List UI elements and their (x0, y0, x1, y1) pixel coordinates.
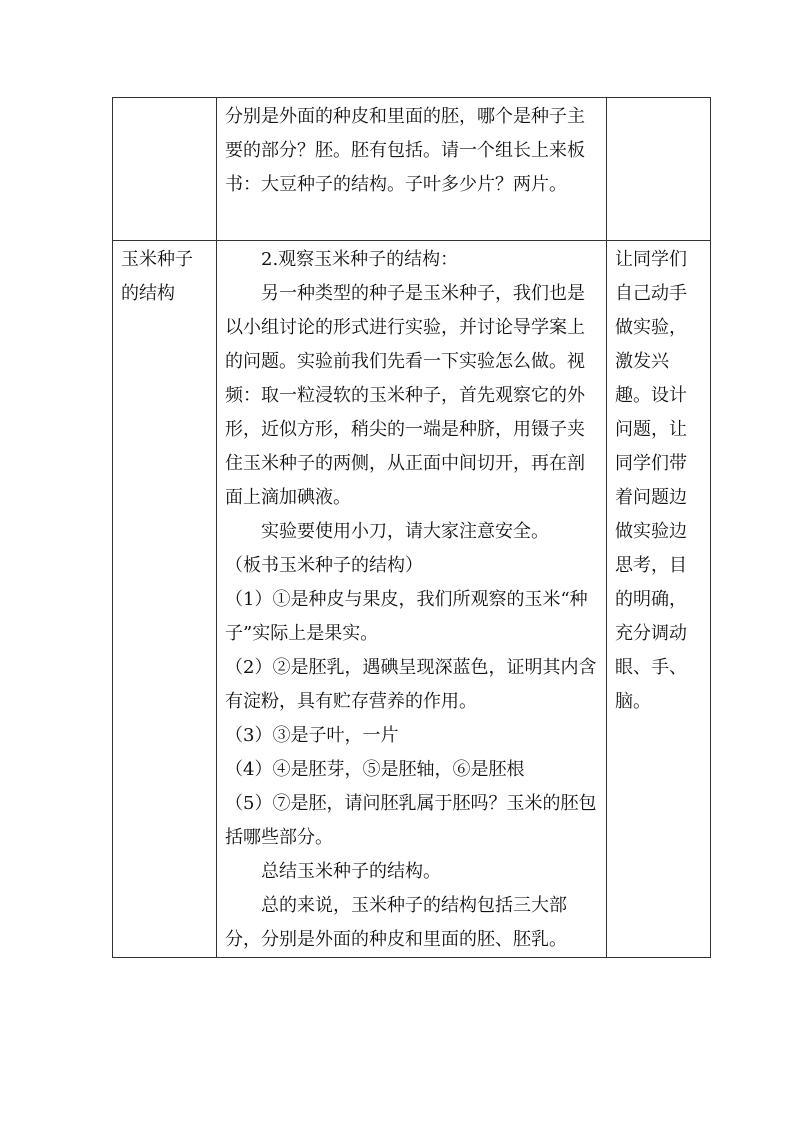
topic-cell (113, 98, 217, 241)
content-paragraph: 实验要使用小刀，请大家注意安全。 (261, 521, 549, 542)
content-paragraph: 另一种类型的种子是玉米种子，我们也是以小组讨论的形式进行实验，并讨论导学案上的问题。实验前我们先看一下实验怎么做。视频：取一粒浸软的玉米种子，首先观察它的外形，近似方形，稍尖的一端是种脐，用镊子夹住玉米种子的两侧，从正面中间切开，再在剖面上滴加碘液。 (225, 283, 585, 508)
content-paragraph: （2）②是胚乳，遇碘呈现深蓝色，证明其内含有淀粉，具有贮存营养的作用。 (225, 657, 597, 712)
content-cell (217, 98, 607, 241)
lesson-plan-table (112, 97, 711, 958)
note-cell (607, 241, 711, 958)
content-paragraph: （板书玉米种子的结构） (225, 555, 423, 576)
topic-cell (113, 241, 217, 958)
content-paragraph: （4）④是胚芽，⑤是胚轴，⑥是胚根 (225, 759, 525, 780)
note-text: 让同学们自己动手做实验，激发兴趣。设计问题，让同学们带着问题边做实验边思考，目的明确，充分调动眼、手、脑。 (615, 249, 687, 712)
content-paragraph: （1）①是种皮与果皮，我们所观察的玉米“种子”实际上是果实。 (225, 589, 588, 644)
table-row (113, 241, 711, 958)
note-cell (607, 98, 711, 241)
table-row (113, 98, 711, 241)
topic-text: 玉米种子的结构 (121, 249, 193, 304)
content-paragraph: 总结玉米种子的结构。 (261, 861, 441, 882)
content-cell (217, 241, 607, 958)
content-paragraph: 2.观察玉米种子的结构： (261, 249, 459, 270)
content-paragraph: 总的来说，玉米种子的结构包括三大部分，分别是外面的种皮和里面的胚、胚乳。 (225, 895, 567, 950)
content-paragraph: （5）⑦是胚，请问胚乳属于胚吗？玉米的胚包括哪些部分。 (225, 793, 597, 848)
content-paragraph: （3）③是子叶，一片 (225, 725, 399, 746)
content-paragraph: 分别是外面的种皮和里面的胚，哪个是种子主要的部分？胚。胚有包括。请一个组长上来板书：大豆种子的结构。子叶多少片？两片。 (225, 106, 585, 195)
